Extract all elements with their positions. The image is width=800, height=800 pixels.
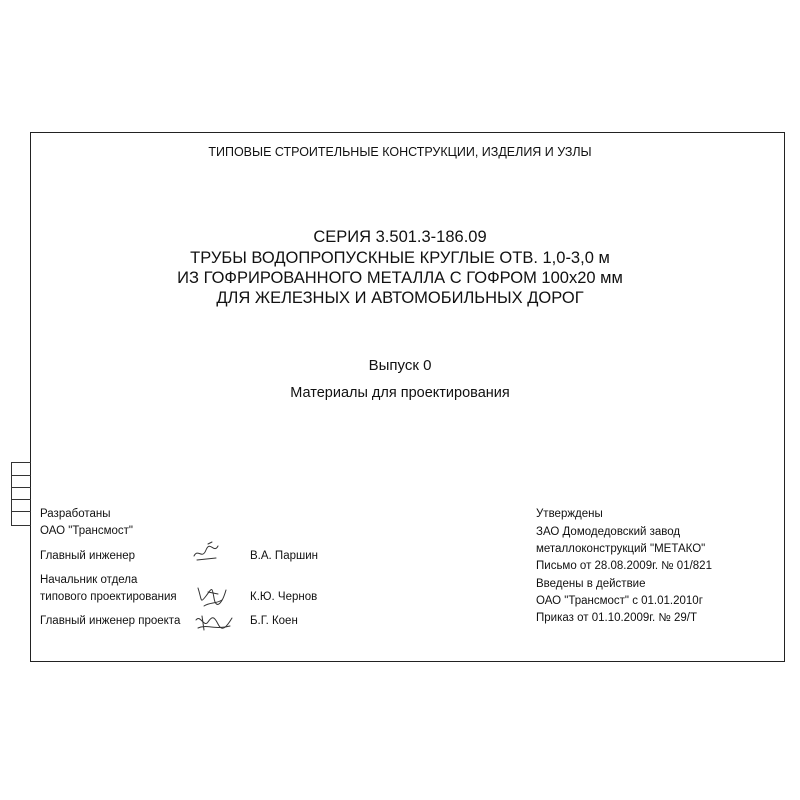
- chief-project-engineer-name: Б.Г. Коен: [250, 615, 298, 627]
- chief-project-engineer-role: Главный инженер проекта: [40, 615, 181, 627]
- chief-engineer-role: Главный инженер: [40, 550, 136, 562]
- developer-org: ОАО "Трансмост": [40, 525, 134, 537]
- signature-koen: [192, 610, 236, 636]
- title-line-2: ИЗ ГОФРИРОВАННОГО МЕТАЛЛА С ГОФРОМ 100х20 мм: [177, 269, 623, 287]
- signature-parshin: [188, 540, 228, 566]
- dept-head-name: К.Ю. Чернов: [250, 591, 318, 603]
- title-line-3: ДЛЯ ЖЕЛЕЗНЫХ И АВТОМОБИЛЬНЫХ ДОРОГ: [216, 289, 584, 307]
- collection-heading: ТИПОВЫЕ СТРОИТЕЛЬНЫЕ КОНСТРУКЦИИ, ИЗДЕЛИЯ И УЗЛЫ: [208, 145, 592, 159]
- issue-number: Выпуск 0: [368, 357, 432, 374]
- title-line-1: ТРУБЫ ВОДОПРОПУСКНЫЕ КРУГЛЫЕ ОТВ. 1,0-3,0 м: [190, 249, 610, 267]
- signature-chernov: [192, 582, 232, 610]
- developed-label: Разработаны: [40, 508, 111, 520]
- approval-letter: Письмо от 28.08.2009г. № 01/821: [536, 560, 712, 572]
- dept-head-role-line1: Начальник отдела: [40, 574, 138, 586]
- order-reference: Приказ от 01.10.2009г. № 29/Т: [536, 612, 697, 624]
- introduced-by: ОАО "Трансмост" с 01.01.2010г: [536, 595, 703, 607]
- approved-label: Утверждены: [536, 508, 603, 520]
- binding-stamp: [11, 462, 31, 526]
- document-subtitle: Материалы для проектирования: [290, 385, 510, 401]
- introduced-label: Введены в действие: [536, 578, 646, 590]
- series-number: СЕРИЯ 3.501.3-186.09: [313, 228, 487, 246]
- chief-engineer-name: В.А. Паршин: [250, 550, 318, 562]
- dept-head-role-line2: типового проектирования: [40, 591, 177, 603]
- approver-org-line2: металлоконструкций "МЕТАКО": [536, 543, 706, 555]
- approver-org-line1: ЗАО Домодедовский завод: [536, 526, 681, 538]
